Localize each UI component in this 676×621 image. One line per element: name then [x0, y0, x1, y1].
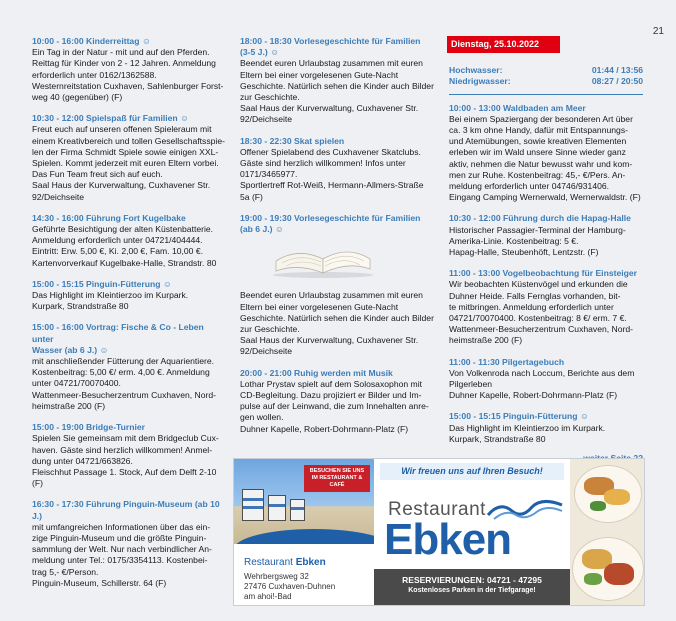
- event-heading: 11:00 - 13:00 Vogelbeobachtung für Einsteiger: [449, 268, 637, 279]
- beach-hut: [242, 489, 264, 521]
- event-heading: 15:00 - 15:15 Pinguin-Fütterung ☺: [449, 411, 589, 422]
- ad-restaurant-name: [244, 557, 326, 568]
- beach-hut: [268, 495, 286, 521]
- ad-reservation-bar: [374, 569, 570, 605]
- event-heading: 10:00 - 13:00 Waldbaden am Meer: [449, 102, 586, 113]
- event-body: Beendet euren Urlaubstag zusammen mit euren Eltern bei einer vorgelesenen Gute-Nacht Geschichte. Natürlich sehen die Kinder auch Bilder zur Geschichte. Saal Haus der Kurverwaltung, Cuxhavener Str. 92/Deichseite: [240, 58, 434, 125]
- tide-value: 01:44 / 13:56: [591, 65, 643, 76]
- event-body: Spielen Sie gemeinsam mit dem Bridgeclub Cux- haven. Gäste sind herzlich willkommen! Anmel- dung unter 04721/663826. Fleischhut Passage 1. Stock, Auf dem Delft 2-10 (F): [32, 433, 219, 489]
- event-body: Das Highlight im Kleintierzoo im Kurpark. Kurpark, Strandstraße 80: [449, 422, 606, 444]
- ad-reservation-phone: RESERVIERUNGEN: 04721 - 47295: [402, 575, 542, 585]
- ad-name-bold: Ebken: [295, 557, 326, 568]
- event-entry: [240, 136, 435, 203]
- event-heading: 15:00 - 16:00 Vortrag: Fische & Co - Leben unter Wasser (ab 6 J.) ☺: [32, 322, 204, 355]
- column-3: [449, 36, 643, 464]
- ad-logo-text-big: Ebken: [384, 515, 512, 564]
- event-heading: 19:00 - 19:30 Vorlesegeschichte für Familien (ab 6 J.) ☺: [240, 212, 421, 235]
- ad-tag: BESUCHEN SIE UNS IM RESTAURANT & CAFÉ: [304, 465, 370, 492]
- page-number: 21: [652, 26, 664, 37]
- divider: [449, 94, 643, 95]
- wave-shape: [234, 529, 374, 544]
- event-body: Freut euch auf unseren offenen Spieleraum mit einem Kreativbereich und tollen Gesellschaftsspie- len der Firma Schmidt Spiele sowie einigen XXL- Spielen. Kommt jederzeit mit euren Eltern vorbei. Das Fun Team freut sich auf euch. Saal Haus der Kurverwaltung, Cuxhavener Str. 92/Deichseite: [32, 124, 225, 202]
- event-entry: [32, 279, 227, 313]
- food-photos: [570, 459, 644, 605]
- beach-huts-image: [234, 459, 374, 544]
- tide-label: Hochwasser:: [449, 65, 503, 76]
- event-heading: 15:00 - 19:00 Bridge-Turnier: [32, 422, 146, 433]
- ad-center-panel: [374, 459, 570, 605]
- tide-label: Niedrigwasser:: [449, 76, 511, 87]
- event-heading: 14:30 - 16:00 Führung Fort Kugelbake: [32, 212, 186, 223]
- ad-logo-text-small: Restaurant: [388, 499, 486, 520]
- fries-image: [604, 489, 630, 505]
- event-body: Ein Tag in der Natur - mit und auf den Pferden. Reittag für Kinder von 2 - 12 Jahren. Anmeldung erforderlich unter 0162/1362588. Westernreitstation Cuxhaven, Sahlenburger Forst- weg 40 (gegenüber) (F): [32, 47, 224, 103]
- event-entry: [449, 103, 643, 204]
- meat-image: [604, 563, 634, 585]
- event-entry: [449, 411, 643, 445]
- date-header: Dienstag, 25.10.2022: [447, 36, 560, 53]
- column-1: [32, 36, 227, 599]
- event-heading: 16:30 - 17:30 Führung Pinguin-Museum (ab 10 J.): [32, 499, 220, 521]
- event-entry: [240, 213, 435, 235]
- event-body: Beendet euren Urlaubstag zusammen mit euren Eltern bei einer vorgelesenen Gute-Nacht Geschichte. Natürlich sehen die Kinder auch Bilder zur Geschichte. Saal Haus der Kurverwaltung, Cuxhavener Str. 92/Deichseite: [240, 290, 434, 357]
- event-entry: [240, 36, 435, 126]
- open-book-image: [268, 239, 378, 279]
- event-heading: 20:00 - 21:00 Ruhig werden mit Musik: [240, 367, 393, 378]
- event-body: Offener Spielabend des Cuxhavener Skatclubs. Gäste sind herzlich willkommen! Infos unter 0171/3465977. Sportlertreff Rot-Weiß, Hermann-Allmers-Straße 5a (F): [240, 146, 424, 202]
- event-heading: 10:30 - 12:00 Führung durch die Hapag-Halle: [449, 213, 631, 224]
- event-entry: [240, 290, 435, 357]
- event-body: Lothar Prystav spielt auf dem Solosaxophon mit CD-Begleitung. Dazu projiziert er Bilder und Im- pulse auf der Leinwand, die zum Innehalten anre- gen wollen. Duhner Kapelle, Robert-Dohrmann-Platz (F): [240, 378, 429, 434]
- event-body: Von Volkenroda nach Loccum, Berichte aus dem Pilgerleben Duhner Kapelle, Robert-Dohrmann-Platz (F): [449, 367, 635, 401]
- event-heading: 10:00 - 16:00 Kinderreittag ☺: [32, 36, 151, 46]
- event-body: mit umfangreichen Informationen über das ein- zige Pinguin-Museum und die größte Pinguin- sammlung der Welt. Nur nach verbindlicher An- meldung unter Tel.: 0175/3354113. Kostenbei- trag 5,- €/Person. Pinguin-Museum, Schillerstr. 64 (F): [32, 521, 212, 588]
- event-entry: [32, 322, 227, 412]
- event-body: mit anschließender Fütterung der Aquarientiere. Kostenbeitrag: 5,00 €/ erm. 4,00 €. Anmeldung unter 04721/70070400. Wattenmeer-Besucherzentrum Cuxhaven, Nord- heimstraße 200 (F): [32, 356, 217, 411]
- event-body: Historischer Passagier-Terminal der Hamburg- Amerika-Linie. Kostenbeitrag: 5 €. Hapag-Halle, Steubenhöft, Lentzstr. (F): [449, 224, 626, 258]
- restaurant-ad: [233, 458, 645, 606]
- event-entry: [449, 357, 643, 402]
- salad-image: [590, 501, 606, 511]
- event-entry: [32, 213, 227, 269]
- ad-parking-note: Kostenloses Parken in der Tiefgarage!: [408, 587, 536, 594]
- event-entry: [32, 499, 227, 589]
- event-heading: 18:00 - 18:30 Vorlesegeschichte für Familien (3-5 J.) ☺: [240, 36, 421, 58]
- event-body: Geführte Besichtigung der alten Küstenbatterie. Anmeldung erforderlich unter 04721/404444. Eintritt: Erw. 5,00 €, Ki. 2,00 €, Fam. 10,00 €. Kartenvorverkauf Kugelbake-Halle, Strandstr. 80: [32, 224, 217, 268]
- tide-row: [449, 65, 643, 76]
- event-body: Bei einem Spaziergang der besonderen Art über ca. 3 km ohne Handy, dafür mit Entspannungs- und Atemübungen, sowie kreativen Elementen erleben wir im Wald unsere Sinne wieder ganz aktiv, nehmen die Natur bewusst wahr und kom- men zur Ruhe. Kostenbeitrag: 45,- €/Pers. An- meldung erforderlich unter 04746/931406. Eingang Camping Wernerwald, Wernerwaldstr. (F): [449, 113, 641, 203]
- event-body: Das Highlight im Kleintierzoo im Kurpark. Kurpark, Strandstraße 80: [32, 290, 189, 312]
- event-heading: 10:30 - 12:00 Spielspaß für Familien ☺: [32, 113, 189, 124]
- tide-value: 08:27 / 20:50: [591, 76, 643, 87]
- column-2: [240, 36, 435, 445]
- ad-name-prefix: Restaurant: [244, 557, 293, 568]
- event-heading: 11:00 - 11:30 Pilgertagebuch: [449, 356, 565, 367]
- ad-address: Wehrbergsweg 32 27476 Cuxhaven-Duhnen am ahoi!-Bad: [244, 572, 336, 601]
- event-entry: [449, 268, 643, 346]
- event-heading: 15:00 - 15:15 Pinguin-Fütterung ☺: [32, 278, 172, 289]
- event-entry: [32, 36, 227, 103]
- event-entry: [32, 422, 227, 489]
- beach-hut: [290, 499, 305, 521]
- event-entry: [240, 368, 435, 435]
- event-body: Wir beobachten Küstenvögel und erkunden die Duhner Heide. Falls Fernglas vorhanden, bit- te mitbringen. Anmeldung erforderlich unter 04721/70070400. Kostenbeitrag: 8 €/ erm. 7 €. Wattenmeer-Besucherzentrum Cuxhaven, Nord- heimstraße 200 (F): [449, 279, 634, 346]
- vegetables-image: [584, 573, 602, 585]
- event-heading: 18:30 - 22:30 Skat spielen: [240, 135, 345, 146]
- tide-row: [449, 76, 643, 87]
- ad-left-panel: [234, 459, 374, 605]
- event-entry: [32, 113, 227, 203]
- ad-welcome: Wir freuen uns auf Ihren Besuch!: [380, 463, 564, 480]
- event-entry: [449, 213, 643, 258]
